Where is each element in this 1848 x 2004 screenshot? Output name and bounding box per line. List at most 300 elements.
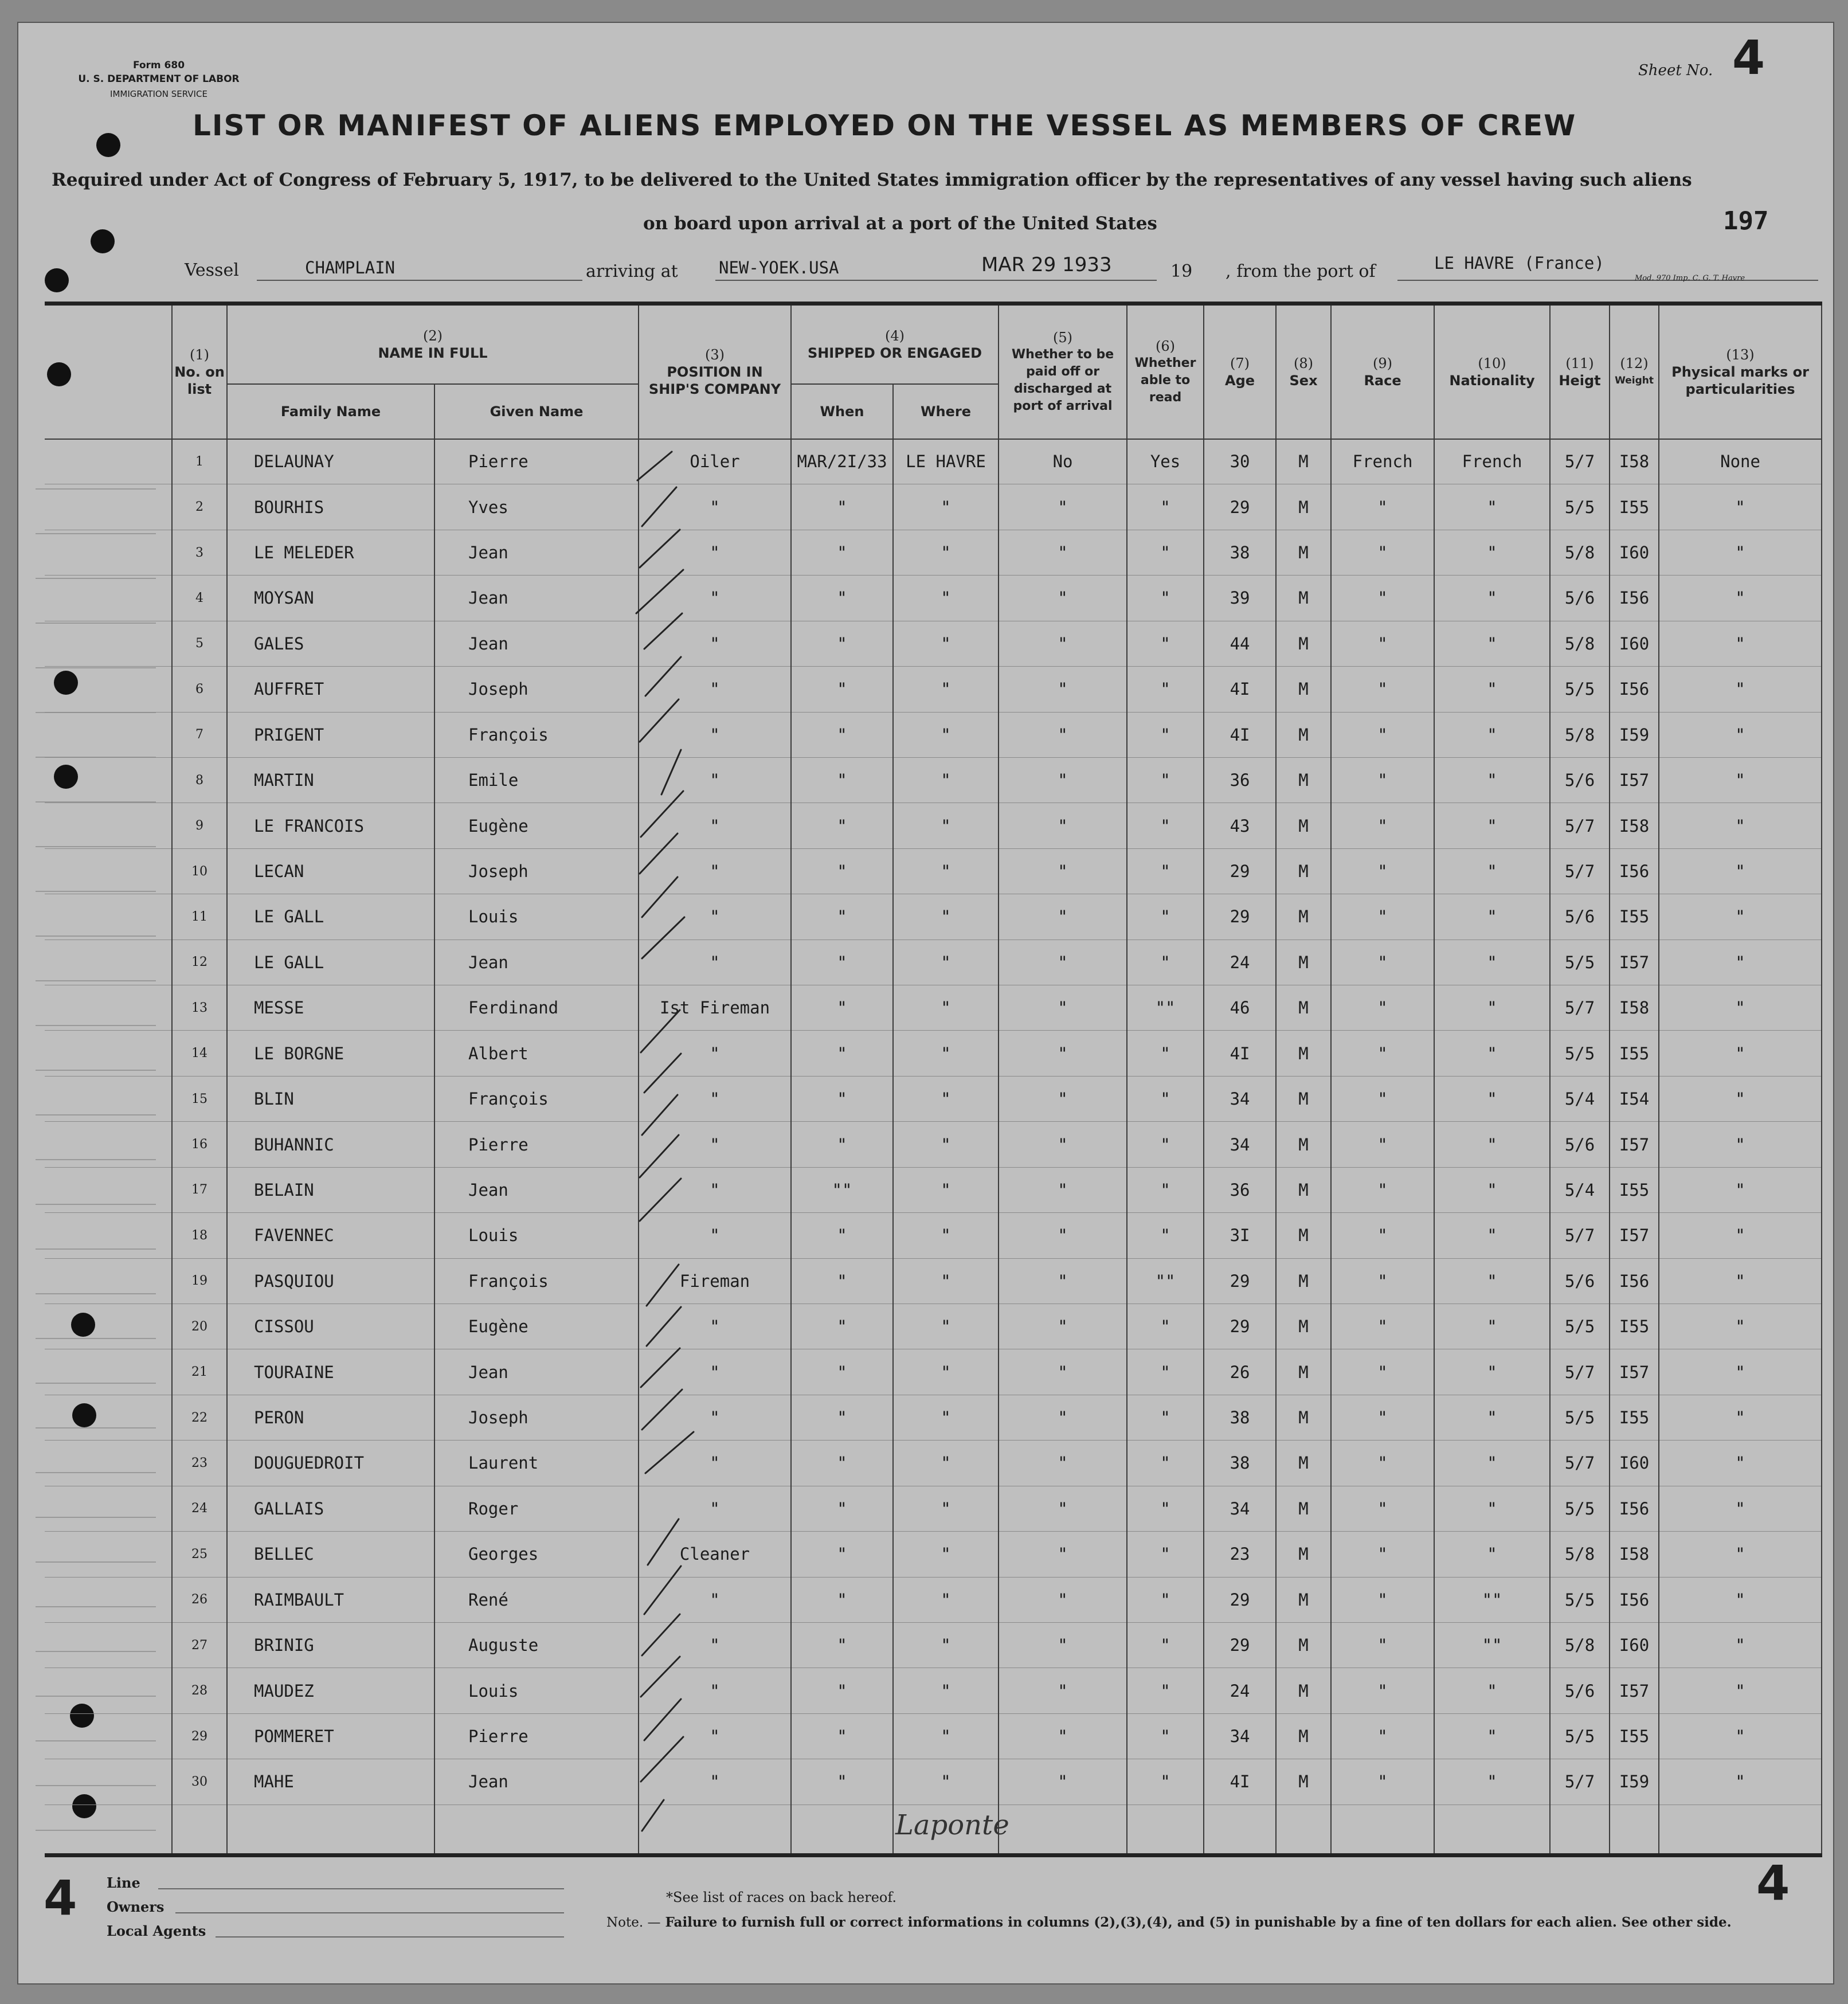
nationality-cell: " bbox=[1434, 1713, 1550, 1759]
margin-cell bbox=[45, 621, 172, 666]
shipped-where-cell: " bbox=[893, 1713, 999, 1759]
race-cell: " bbox=[1331, 1668, 1434, 1713]
race-cell: " bbox=[1331, 757, 1434, 803]
margin-cell bbox=[45, 848, 172, 894]
margin-cell bbox=[45, 1532, 172, 1577]
sex-cell: M bbox=[1276, 667, 1331, 712]
height-cell: 5/7 bbox=[1550, 848, 1610, 894]
margin-cell bbox=[45, 1213, 172, 1258]
margin-cell bbox=[45, 1031, 172, 1076]
age-cell: 4I bbox=[1204, 1031, 1276, 1076]
list-number-cell: 30 bbox=[172, 1759, 227, 1805]
table-row bbox=[45, 576, 1822, 621]
weight-cell: I58 bbox=[1610, 1532, 1659, 1577]
margin-cell bbox=[45, 1486, 172, 1531]
position-cell: " bbox=[639, 621, 791, 666]
sex-cell: M bbox=[1276, 621, 1331, 666]
weight-cell: I55 bbox=[1610, 1167, 1659, 1212]
position-cell: " bbox=[639, 940, 791, 985]
nationality-cell: "" bbox=[1434, 1622, 1550, 1668]
list-number-cell: 29 bbox=[172, 1713, 227, 1759]
shipped-when-cell: " bbox=[791, 1349, 893, 1395]
list-number-cell: 12 bbox=[172, 940, 227, 985]
able-to-read-cell: " bbox=[1127, 1395, 1204, 1440]
nationality-cell: " bbox=[1434, 757, 1550, 803]
race-cell: " bbox=[1331, 848, 1434, 894]
col-paid-off-header: (5) Whether to be paid off or discharged at port of arrival bbox=[999, 304, 1127, 439]
position-cell: Ist Fireman bbox=[639, 985, 791, 1031]
weight-cell: I55 bbox=[1610, 484, 1659, 530]
arriving-underline bbox=[715, 280, 1157, 281]
crew-manifest-table bbox=[45, 302, 1822, 1857]
height-cell: 5/6 bbox=[1550, 894, 1610, 940]
race-cell: " bbox=[1331, 1031, 1434, 1076]
sex-cell: M bbox=[1276, 439, 1331, 484]
shipped-when-cell: " bbox=[791, 1031, 893, 1076]
nationality-cell: " bbox=[1434, 484, 1550, 530]
shipped-where-cell: " bbox=[893, 1532, 999, 1577]
col-family-name-header: Family Name bbox=[227, 384, 434, 439]
family-name-cell: PASQUIOU bbox=[227, 1258, 434, 1304]
able-to-read-cell: " bbox=[1127, 757, 1204, 803]
col-height-header: (11) Heigt bbox=[1550, 304, 1610, 439]
age-cell: 3I bbox=[1204, 1213, 1276, 1258]
sex-cell: M bbox=[1276, 1349, 1331, 1395]
age-cell: 36 bbox=[1204, 1167, 1276, 1212]
age-cell: 43 bbox=[1204, 803, 1276, 848]
margin-cell bbox=[45, 1076, 172, 1121]
col-shipped-header: (4) SHIPPED OR ENGAGED bbox=[791, 304, 999, 384]
age-cell: 39 bbox=[1204, 576, 1276, 621]
shipped-when-cell: " bbox=[791, 894, 893, 940]
paid-off-cell: " bbox=[999, 1031, 1127, 1076]
shipped-where-cell: " bbox=[893, 1213, 999, 1258]
race-cell: " bbox=[1331, 621, 1434, 666]
weight-cell: I56 bbox=[1610, 667, 1659, 712]
paid-off-cell: " bbox=[999, 1441, 1127, 1486]
age-cell: 29 bbox=[1204, 1577, 1276, 1622]
race-cell: " bbox=[1331, 1577, 1434, 1622]
list-number-cell: 22 bbox=[172, 1395, 227, 1440]
able-to-read-cell: " bbox=[1127, 848, 1204, 894]
shipped-when-cell: " bbox=[791, 621, 893, 666]
margin-cell bbox=[45, 1713, 172, 1759]
fine-note bbox=[606, 1915, 1732, 1930]
shipped-when-cell: " bbox=[791, 757, 893, 803]
height-cell: 5/5 bbox=[1550, 667, 1610, 712]
physical-marks-cell: " bbox=[1659, 1349, 1822, 1395]
paid-off-cell: " bbox=[999, 1577, 1127, 1622]
shipped-when-cell: " bbox=[791, 1258, 893, 1304]
sex-cell: M bbox=[1276, 1031, 1331, 1076]
weight-cell: I58 bbox=[1610, 803, 1659, 848]
nationality-cell: " bbox=[1434, 1304, 1550, 1349]
nationality-cell: " bbox=[1434, 1213, 1550, 1258]
age-cell: 29 bbox=[1204, 484, 1276, 530]
physical-marks-cell: " bbox=[1659, 1304, 1822, 1349]
able-to-read-cell: Yes bbox=[1127, 439, 1204, 484]
margin-cell bbox=[45, 1441, 172, 1486]
shipped-when-cell: " bbox=[791, 1122, 893, 1167]
weight-cell: I60 bbox=[1610, 621, 1659, 666]
crew-rows bbox=[45, 439, 1822, 1856]
given-name-cell: François bbox=[434, 712, 639, 757]
arriving-port: NEW-YOEK.USA bbox=[719, 258, 839, 277]
table-row bbox=[45, 1122, 1822, 1167]
list-number-cell: 21 bbox=[172, 1349, 227, 1395]
nationality-cell: " bbox=[1434, 1441, 1550, 1486]
age-cell: 29 bbox=[1204, 848, 1276, 894]
age-cell: 30 bbox=[1204, 439, 1276, 484]
fine-note-text: Failure to furnish full or correct informations in columns (2),(3),(4), and (5) in punishable by a fine of ten dollars for each alien. See other side. bbox=[665, 1915, 1732, 1930]
height-cell: 5/7 bbox=[1550, 1441, 1610, 1486]
sex-cell: M bbox=[1276, 484, 1331, 530]
shipped-when-cell: " bbox=[791, 1395, 893, 1440]
height-cell: 5/7 bbox=[1550, 1349, 1610, 1395]
position-cell: " bbox=[639, 1122, 791, 1167]
list-number-cell: 15 bbox=[172, 1076, 227, 1121]
nationality-cell: " bbox=[1434, 1349, 1550, 1395]
able-to-read-cell: " bbox=[1127, 1532, 1204, 1577]
weight-cell: I57 bbox=[1610, 1349, 1659, 1395]
list-number-cell: 13 bbox=[172, 985, 227, 1031]
table-row bbox=[45, 1349, 1822, 1395]
paid-off-cell: " bbox=[999, 985, 1127, 1031]
shipped-where-cell: " bbox=[893, 985, 999, 1031]
able-to-read-cell: " bbox=[1127, 621, 1204, 666]
punch-hole bbox=[91, 229, 115, 253]
position-cell: " bbox=[639, 1304, 791, 1349]
col-name-header: (2) NAME IN FULL bbox=[227, 304, 639, 384]
shipped-when-cell: " bbox=[791, 1622, 893, 1668]
sex-cell: M bbox=[1276, 712, 1331, 757]
weight-cell: I56 bbox=[1610, 848, 1659, 894]
table-row bbox=[45, 894, 1822, 940]
age-cell: 29 bbox=[1204, 1258, 1276, 1304]
sex-cell: M bbox=[1276, 1213, 1331, 1258]
family-name-cell: BELLEC bbox=[227, 1532, 434, 1577]
table-row bbox=[45, 1031, 1822, 1076]
margin-cell bbox=[45, 940, 172, 985]
position-cell: " bbox=[639, 1622, 791, 1668]
nationality-cell: " bbox=[1434, 848, 1550, 894]
paid-off-cell: " bbox=[999, 757, 1127, 803]
physical-marks-cell: " bbox=[1659, 1622, 1822, 1668]
race-cell: " bbox=[1331, 712, 1434, 757]
family-name-cell: PERON bbox=[227, 1395, 434, 1440]
shipped-when-cell: " bbox=[791, 1532, 893, 1577]
position-cell: " bbox=[639, 1031, 791, 1076]
given-name-cell: Louis bbox=[434, 1668, 639, 1713]
given-name-cell: Jean bbox=[434, 530, 639, 575]
physical-marks-cell: " bbox=[1659, 1486, 1822, 1531]
given-name-cell: Jean bbox=[434, 1167, 639, 1212]
family-name-cell: LE BORGNE bbox=[227, 1031, 434, 1076]
height-cell: 5/4 bbox=[1550, 1167, 1610, 1212]
sex-cell: M bbox=[1276, 1622, 1331, 1668]
col-sex-header: (8) Sex bbox=[1276, 304, 1331, 439]
height-cell: 5/8 bbox=[1550, 621, 1610, 666]
given-name-cell: Louis bbox=[434, 1213, 639, 1258]
height-cell: 5/4 bbox=[1550, 1076, 1610, 1121]
family-name-cell: BOURHIS bbox=[227, 484, 434, 530]
table-row bbox=[45, 712, 1822, 757]
paid-off-cell: " bbox=[999, 576, 1127, 621]
shipped-where-cell: " bbox=[893, 576, 999, 621]
age-cell: 4I bbox=[1204, 1759, 1276, 1805]
weight-cell: I55 bbox=[1610, 1304, 1659, 1349]
paid-off-cell: " bbox=[999, 894, 1127, 940]
sex-cell: M bbox=[1276, 1258, 1331, 1304]
age-cell: 26 bbox=[1204, 1349, 1276, 1395]
family-name-cell: CISSOU bbox=[227, 1304, 434, 1349]
shipped-where-cell: " bbox=[893, 1486, 999, 1531]
race-cell: " bbox=[1331, 530, 1434, 575]
weight-cell: I56 bbox=[1610, 576, 1659, 621]
shipped-where-cell: " bbox=[893, 1122, 999, 1167]
margin-cell bbox=[45, 1668, 172, 1713]
table-row bbox=[45, 667, 1822, 712]
family-name-cell: MAHE bbox=[227, 1759, 434, 1805]
height-cell: 5/6 bbox=[1550, 1668, 1610, 1713]
able-to-read-cell: "" bbox=[1127, 985, 1204, 1031]
nationality-cell: " bbox=[1434, 1031, 1550, 1076]
subtitle-line-1: Required under Act of Congress of February 5, 1917, to be delivered to the United States immigration officer by the representatives of any vessel having such aliens bbox=[52, 170, 1692, 190]
margin-cell bbox=[45, 439, 172, 484]
family-name-cell: FAVENNEC bbox=[227, 1213, 434, 1258]
col-weight-header: (12) Weight bbox=[1610, 304, 1659, 439]
shipped-when-cell: " bbox=[791, 1668, 893, 1713]
nationality-cell: " bbox=[1434, 621, 1550, 666]
age-cell: 38 bbox=[1204, 530, 1276, 575]
physical-marks-cell: " bbox=[1659, 484, 1822, 530]
height-cell: 5/8 bbox=[1550, 530, 1610, 575]
margin-cell bbox=[45, 530, 172, 575]
shipped-when-cell: MAR/2I/33 bbox=[791, 439, 893, 484]
list-number-cell: 23 bbox=[172, 1441, 227, 1486]
shipped-where-cell: " bbox=[893, 1258, 999, 1304]
given-name-cell: Pierre bbox=[434, 1122, 639, 1167]
shipped-where-cell: " bbox=[893, 712, 999, 757]
paid-off-cell: " bbox=[999, 1668, 1127, 1713]
position-cell: " bbox=[639, 530, 791, 575]
margin-cell bbox=[45, 576, 172, 621]
physical-marks-cell: " bbox=[1659, 576, 1822, 621]
shipped-when-cell: " bbox=[791, 1486, 893, 1531]
age-cell: 34 bbox=[1204, 1122, 1276, 1167]
position-cell: " bbox=[639, 1349, 791, 1395]
race-cell: " bbox=[1331, 1167, 1434, 1212]
height-cell: 5/7 bbox=[1550, 1759, 1610, 1805]
race-cell: " bbox=[1331, 1258, 1434, 1304]
height-cell: 5/8 bbox=[1550, 1532, 1610, 1577]
list-number-cell: 24 bbox=[172, 1486, 227, 1531]
physical-marks-cell: " bbox=[1659, 848, 1822, 894]
physical-marks-cell: " bbox=[1659, 530, 1822, 575]
age-cell: 38 bbox=[1204, 1441, 1276, 1486]
shipped-when-cell: " bbox=[791, 1076, 893, 1121]
position-cell: " bbox=[639, 1713, 791, 1759]
margin-cell bbox=[45, 1122, 172, 1167]
weight-cell: I57 bbox=[1610, 1668, 1659, 1713]
page-stamp: 197 bbox=[1723, 206, 1769, 236]
position-cell: " bbox=[639, 1759, 791, 1805]
family-name-cell: GALLAIS bbox=[227, 1486, 434, 1531]
table-row bbox=[45, 1258, 1822, 1304]
races-note: *See list of races on back hereof. bbox=[666, 1889, 897, 1905]
age-cell: 4I bbox=[1204, 667, 1276, 712]
family-name-cell: LE FRANCOIS bbox=[227, 803, 434, 848]
list-number-cell: 11 bbox=[172, 894, 227, 940]
given-name-cell: Joseph bbox=[434, 848, 639, 894]
age-cell: 4I bbox=[1204, 712, 1276, 757]
family-name-cell: POMMERET bbox=[227, 1713, 434, 1759]
height-cell: 5/6 bbox=[1550, 1258, 1610, 1304]
position-cell: " bbox=[639, 667, 791, 712]
shipped-where-cell: " bbox=[893, 484, 999, 530]
able-to-read-cell: " bbox=[1127, 667, 1204, 712]
paid-off-cell: " bbox=[999, 1486, 1127, 1531]
height-cell: 5/5 bbox=[1550, 1031, 1610, 1076]
given-name-cell: Pierre bbox=[434, 1713, 639, 1759]
given-name-cell: Auguste bbox=[434, 1622, 639, 1668]
list-number-cell: 5 bbox=[172, 621, 227, 666]
given-name-cell: René bbox=[434, 1577, 639, 1622]
position-cell: " bbox=[639, 712, 791, 757]
table-row bbox=[45, 439, 1822, 484]
nationality-cell: " bbox=[1434, 1532, 1550, 1577]
arriving-label: arriving at bbox=[586, 261, 678, 281]
fine-note-prefix: Note. — bbox=[606, 1915, 661, 1930]
age-cell: 36 bbox=[1204, 757, 1276, 803]
able-to-read-cell: " bbox=[1127, 1213, 1204, 1258]
given-name-cell: Louis bbox=[434, 894, 639, 940]
shipped-where-cell: " bbox=[893, 530, 999, 575]
able-to-read-cell: " bbox=[1127, 894, 1204, 940]
physical-marks-cell: " bbox=[1659, 1577, 1822, 1622]
shipped-where-cell: " bbox=[893, 803, 999, 848]
list-number-cell: 25 bbox=[172, 1532, 227, 1577]
able-to-read-cell: " bbox=[1127, 1076, 1204, 1121]
shipped-when-cell: " bbox=[791, 712, 893, 757]
weight-cell: I55 bbox=[1610, 1713, 1659, 1759]
weight-cell: I58 bbox=[1610, 439, 1659, 484]
nationality-cell: " bbox=[1434, 894, 1550, 940]
given-name-cell: Albert bbox=[434, 1031, 639, 1076]
list-number-cell: 18 bbox=[172, 1213, 227, 1258]
height-cell: 5/5 bbox=[1550, 1486, 1610, 1531]
family-name-cell: DELAUNAY bbox=[227, 439, 434, 484]
physical-marks-cell: " bbox=[1659, 1167, 1822, 1212]
given-name-cell: Georges bbox=[434, 1532, 639, 1577]
paid-off-cell: " bbox=[999, 848, 1127, 894]
paid-off-cell: No bbox=[999, 439, 1127, 484]
race-cell: " bbox=[1331, 803, 1434, 848]
weight-cell: I57 bbox=[1610, 940, 1659, 985]
family-name-cell: LE GALL bbox=[227, 894, 434, 940]
shipped-when-cell: " bbox=[791, 576, 893, 621]
table-row bbox=[45, 757, 1822, 803]
list-number-cell: 3 bbox=[172, 530, 227, 575]
shipped-where-cell: " bbox=[893, 1304, 999, 1349]
table-row bbox=[45, 803, 1822, 848]
check-marks bbox=[614, 447, 729, 1880]
table-row bbox=[45, 940, 1822, 985]
nationality-cell: " bbox=[1434, 1486, 1550, 1531]
shipped-when-cell: " bbox=[791, 1304, 893, 1349]
subtitle-line-2: on board upon arrival at a port of the United States bbox=[643, 213, 1157, 234]
shipped-when-cell: " bbox=[791, 1213, 893, 1258]
able-to-read-cell: " bbox=[1127, 803, 1204, 848]
paid-off-cell: " bbox=[999, 1258, 1127, 1304]
nationality-cell: "" bbox=[1434, 1577, 1550, 1622]
vessel-label: Vessel bbox=[185, 260, 239, 280]
weight-cell: I59 bbox=[1610, 1759, 1659, 1805]
race-cell: " bbox=[1331, 484, 1434, 530]
position-cell: Cleaner bbox=[639, 1532, 791, 1577]
table-row bbox=[45, 1713, 1822, 1759]
shipped-when-cell: " bbox=[791, 1441, 893, 1486]
manifest-title: LIST OR MANIFEST OF ALIENS EMPLOYED ON THE VESSEL AS MEMBERS OF CREW bbox=[193, 109, 1577, 142]
margin-cell bbox=[45, 1577, 172, 1622]
col-position-header: (3) POSITION IN SHIP'S COMPANY bbox=[639, 304, 791, 439]
nationality-cell: " bbox=[1434, 1395, 1550, 1440]
race-cell: " bbox=[1331, 1122, 1434, 1167]
paid-off-cell: " bbox=[999, 940, 1127, 985]
department-name: U. S. DEPARTMENT OF LABOR bbox=[78, 73, 240, 85]
physical-marks-cell: " bbox=[1659, 712, 1822, 757]
shipped-when-cell: " bbox=[791, 848, 893, 894]
margin-cell bbox=[45, 1349, 172, 1395]
nationality-cell: " bbox=[1434, 940, 1550, 985]
sex-cell: M bbox=[1276, 1668, 1331, 1713]
race-cell: " bbox=[1331, 940, 1434, 985]
position-cell: " bbox=[639, 1577, 791, 1622]
position-cell: " bbox=[639, 1213, 791, 1258]
shipped-when-cell: " bbox=[791, 484, 893, 530]
list-number-cell: 4 bbox=[172, 576, 227, 621]
weight-cell: I60 bbox=[1610, 1441, 1659, 1486]
nationality-cell: " bbox=[1434, 1122, 1550, 1167]
physical-marks-cell: " bbox=[1659, 757, 1822, 803]
weight-cell: I56 bbox=[1610, 1258, 1659, 1304]
age-cell: 29 bbox=[1204, 894, 1276, 940]
weight-cell: I56 bbox=[1610, 1577, 1659, 1622]
given-name-cell: Emile bbox=[434, 757, 639, 803]
shipped-where-cell: " bbox=[893, 1031, 999, 1076]
shipped-where-cell: " bbox=[893, 1759, 999, 1805]
physical-marks-cell: " bbox=[1659, 894, 1822, 940]
margin-cell bbox=[45, 712, 172, 757]
given-name-cell: François bbox=[434, 1258, 639, 1304]
able-to-read-cell: " bbox=[1127, 1304, 1204, 1349]
able-to-read-cell: " bbox=[1127, 1759, 1204, 1805]
height-cell: 5/8 bbox=[1550, 1622, 1610, 1668]
age-cell: 34 bbox=[1204, 1076, 1276, 1121]
weight-cell: I59 bbox=[1610, 712, 1659, 757]
margin-cell bbox=[45, 1304, 172, 1349]
family-name-cell: BUHANNIC bbox=[227, 1122, 434, 1167]
paid-off-cell: " bbox=[999, 1622, 1127, 1668]
family-name-cell: MARTIN bbox=[227, 757, 434, 803]
age-cell: 46 bbox=[1204, 985, 1276, 1031]
sheet-label: Sheet No. bbox=[1638, 62, 1713, 79]
shipped-when-cell: "" bbox=[791, 1167, 893, 1212]
weight-cell: I57 bbox=[1610, 757, 1659, 803]
position-cell: Fireman bbox=[639, 1258, 791, 1304]
table-row bbox=[45, 1668, 1822, 1713]
physical-marks-cell: " bbox=[1659, 1759, 1822, 1805]
